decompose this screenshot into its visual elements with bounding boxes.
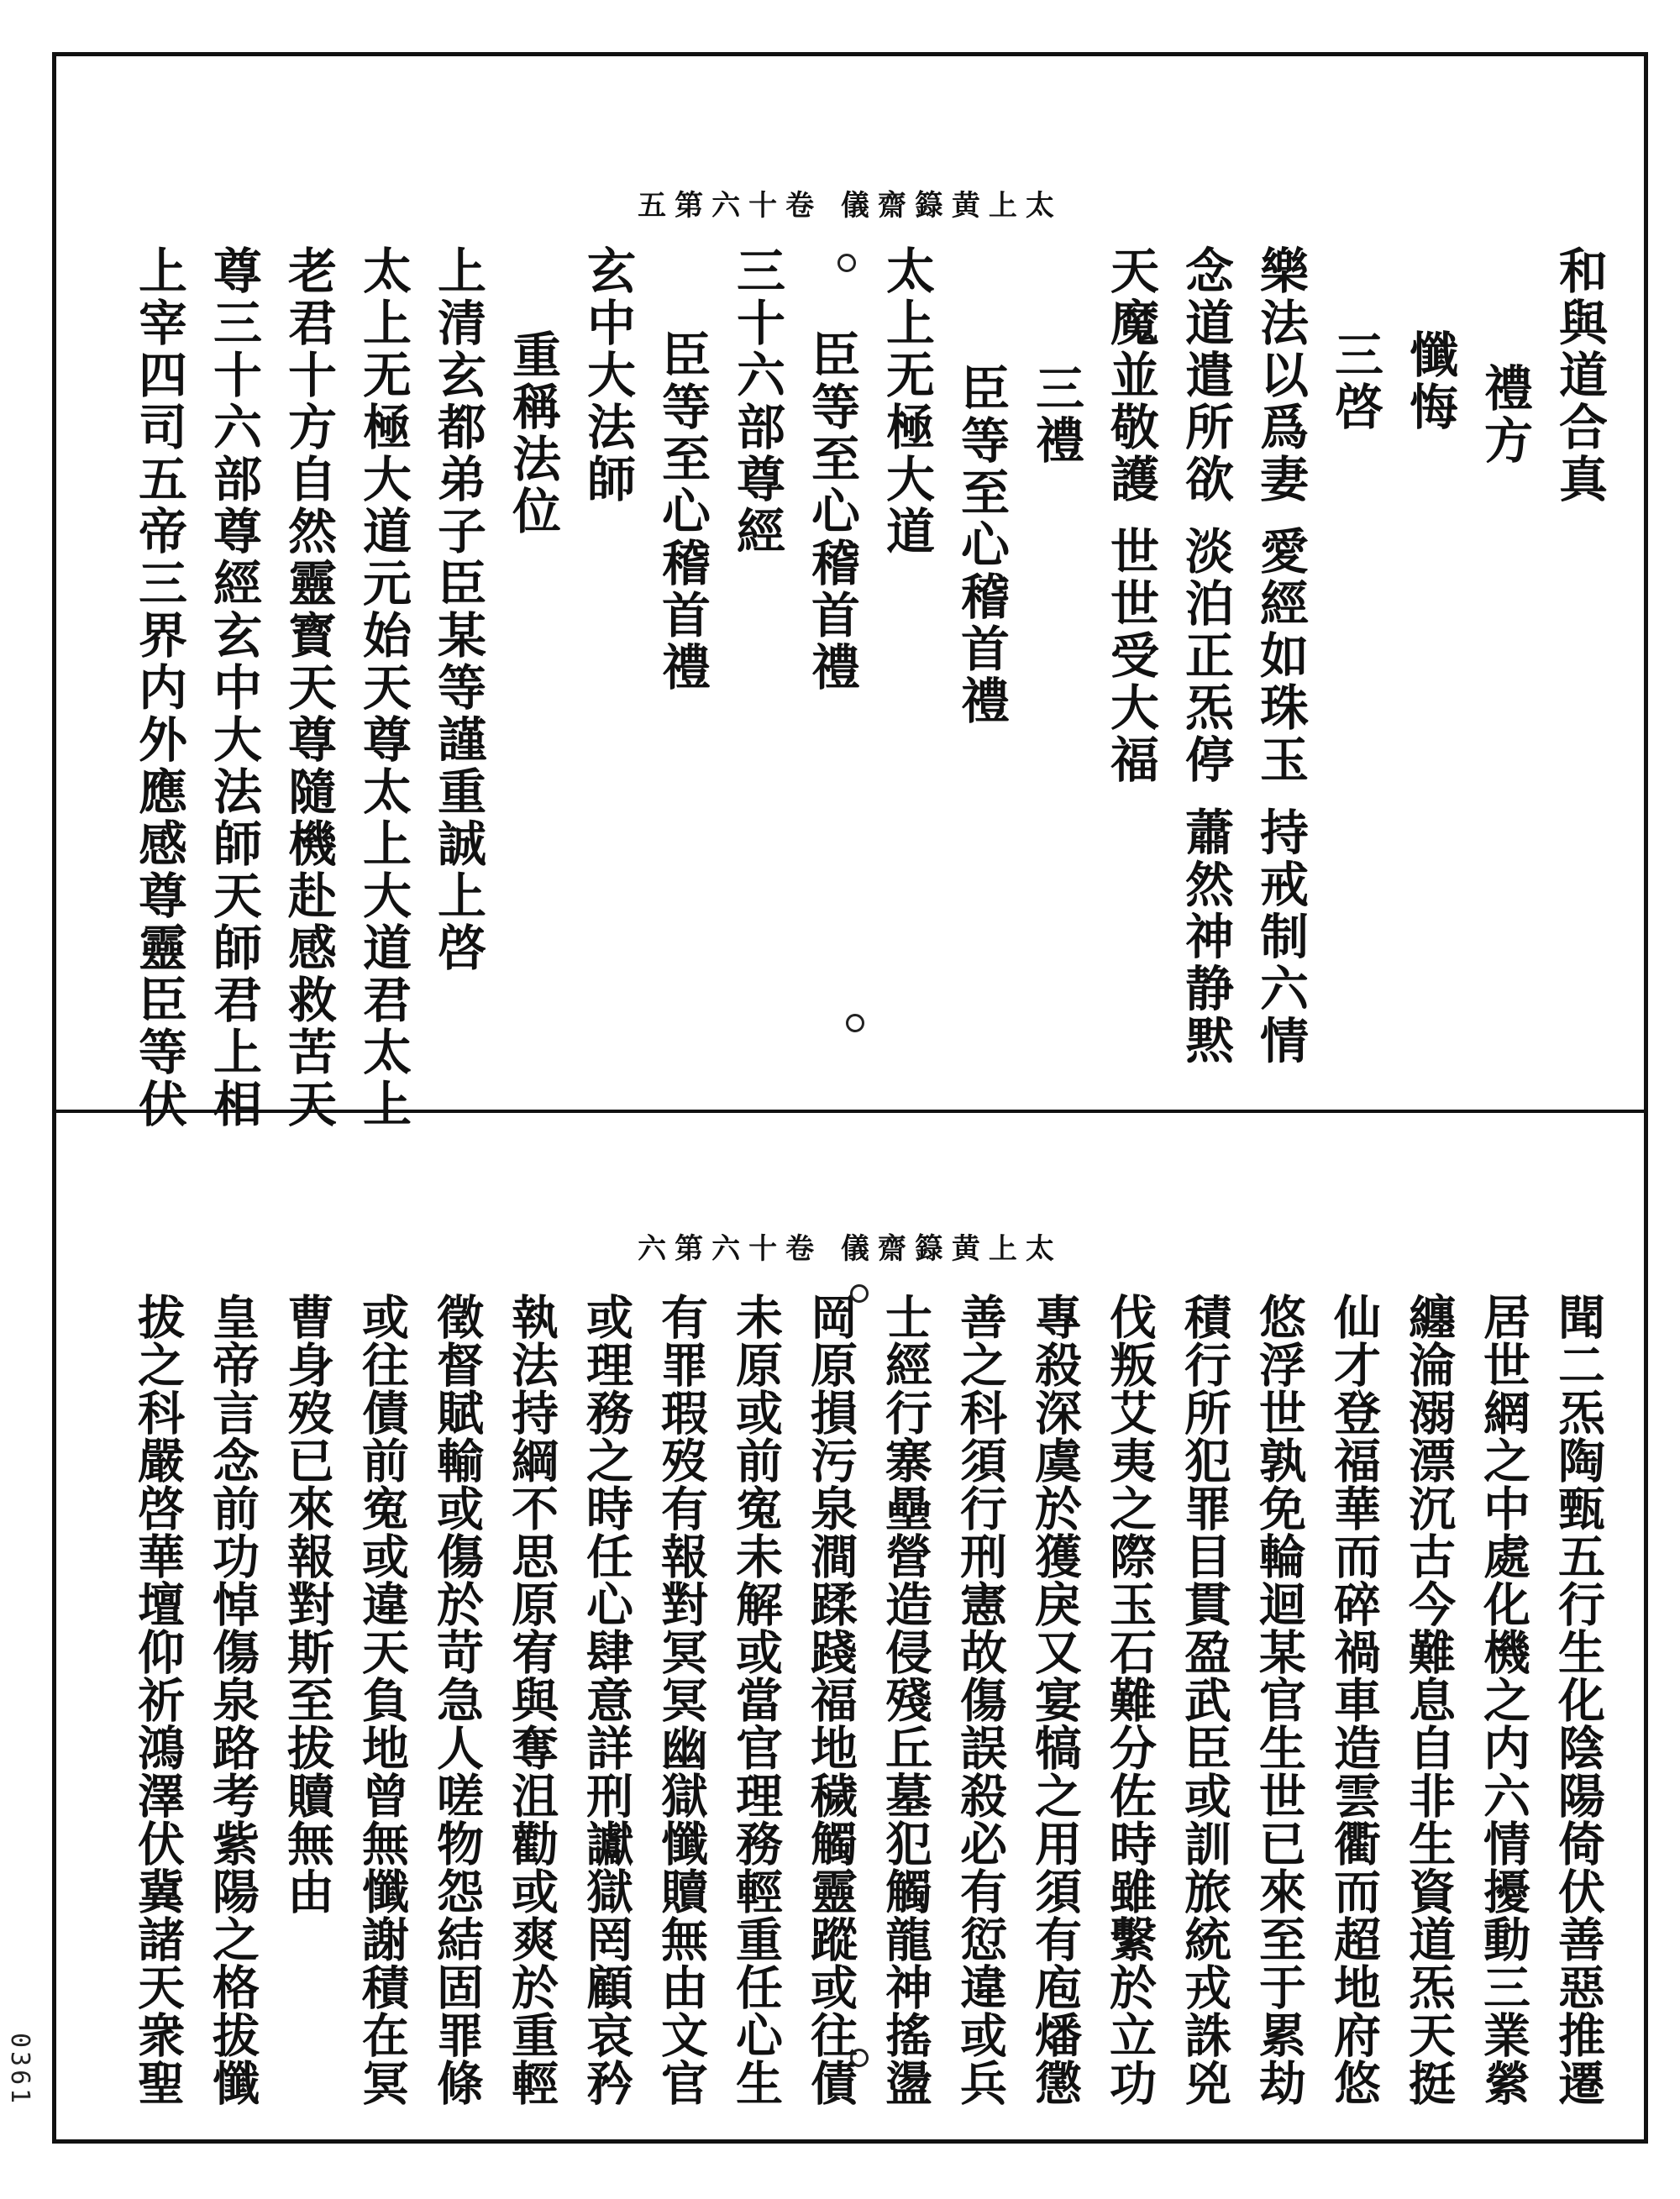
circle-mark bbox=[846, 1014, 864, 1032]
circle-mark bbox=[850, 2049, 869, 2067]
text-column: 居世網之中處化機之内六情擾動三業縈 bbox=[1476, 1293, 1531, 2107]
page-frame bbox=[52, 52, 1648, 2144]
text-column: 上清玄都弟子臣某等謹重誠上啓 bbox=[429, 245, 486, 974]
text-column: 太上无極大道 bbox=[878, 245, 935, 558]
running-head: 太上黄籙齋儀 卷十六第五 bbox=[638, 189, 1063, 223]
circle-mark bbox=[850, 1284, 869, 1303]
text-column: 聞二炁陶甄五行生化陰陽倚伏善惡推遷 bbox=[1551, 1293, 1606, 2107]
text-column: 上宰四司五帝三界内外應感尊靈臣等伏 bbox=[130, 245, 187, 1131]
text-column: 執法持綱不思原宥與奪沮勸或爽於重輕 bbox=[504, 1293, 559, 2107]
text-column: 重稱法位 bbox=[504, 329, 561, 538]
text-column: 或往債前寃或違天負地曾無懺謝積在冥 bbox=[354, 1293, 410, 2107]
text-column: 未原或前寃未解或當官理務輕重任心生 bbox=[728, 1293, 784, 2107]
text-columns bbox=[108, 245, 1608, 1131]
text-column: 伐叛艾夷之際玉石難分佐時雖繫於立功 bbox=[1102, 1293, 1158, 2107]
text-column: 纏淪溺漂沉古今難息自非生資道炁天挺 bbox=[1401, 1293, 1457, 2107]
text-column: 三啓 bbox=[1326, 329, 1383, 433]
text-columns bbox=[107, 1293, 1606, 2116]
text-column: 念道遣所欲 淡泊正炁停 蕭然神静黙 bbox=[1177, 245, 1234, 1068]
text-column: 仙才登福華而碎禍車造雲衢而超地府悠 bbox=[1326, 1293, 1382, 2107]
text-column: 三禮 bbox=[1027, 363, 1084, 467]
text-column: 樂法以爲妻 愛經如珠玉 持戒制六情 bbox=[1252, 245, 1309, 1068]
text-column: 尊三十六部尊經玄中大法師天師君上相 bbox=[205, 245, 262, 1131]
text-column: 臣等至心稽首禮 bbox=[654, 329, 711, 694]
text-column: 太上无極大道元始天尊太上大道君太上 bbox=[354, 245, 412, 1131]
text-column: 岡原損污泉澗蹂踐福地穢觸靈蹤或往債 bbox=[803, 1293, 858, 2107]
circle-mark bbox=[837, 254, 856, 272]
text-column: 老君十方自然靈寳天尊隨機赴感救苦天 bbox=[280, 245, 337, 1131]
text-column: 三十六部尊經 bbox=[728, 245, 785, 558]
text-column: 曹身歿已來報對斯至拔贖無由 bbox=[280, 1293, 335, 1915]
text-column: 臣等至心稽首禮 bbox=[953, 363, 1010, 727]
top-panel bbox=[56, 56, 1644, 1131]
text-column: 臣等至心稽首禮 bbox=[803, 329, 860, 694]
text-column: 懺悔 bbox=[1401, 329, 1458, 433]
running-head: 太上黄籙齋儀 卷十六第六 bbox=[638, 1232, 1063, 1266]
text-column: 拔之科嚴啓華壇仰祈鴻澤伏冀諸天衆聖 bbox=[130, 1293, 186, 2107]
bottom-panel bbox=[56, 1116, 1644, 2139]
text-column: 天魔並敬護 世世受大福 bbox=[1102, 245, 1159, 787]
text-column: 專殺深虞於獲戾又宴犒之用須有庖燔懲 bbox=[1027, 1293, 1083, 2107]
text-column: 悠浮世孰免輪迴某官生世已來至于累劫 bbox=[1252, 1293, 1307, 2107]
text-column: 或理務之時任心肆意詳刑讞獄罔顧哀矜 bbox=[579, 1293, 634, 2107]
text-column: 徵督賦輸或傷於苛急人嗟物怨結固罪條 bbox=[429, 1293, 485, 2107]
text-column: 和與道合真 bbox=[1551, 245, 1608, 506]
text-column: 有罪瑕歿有報對冥冥幽獄懺贖無由文官 bbox=[654, 1293, 709, 2107]
page-number: 0361 bbox=[5, 2033, 34, 2107]
text-column: 禮方 bbox=[1476, 363, 1533, 467]
text-column: 皇帝言念前功悼傷泉路考紫陽之格拔懺 bbox=[205, 1293, 260, 2107]
text-column: 積行所犯罪目貫盈武臣或訓旅統戎誅兇 bbox=[1177, 1293, 1232, 2107]
text-column: 善之科須行刑憲故傷誤殺必有愆違或兵 bbox=[953, 1293, 1008, 2107]
text-column: 玄中大法師 bbox=[579, 245, 636, 506]
text-column: 士經行寨壘營造侵殘丘墓犯觸龍神搖盪 bbox=[878, 1293, 933, 2107]
